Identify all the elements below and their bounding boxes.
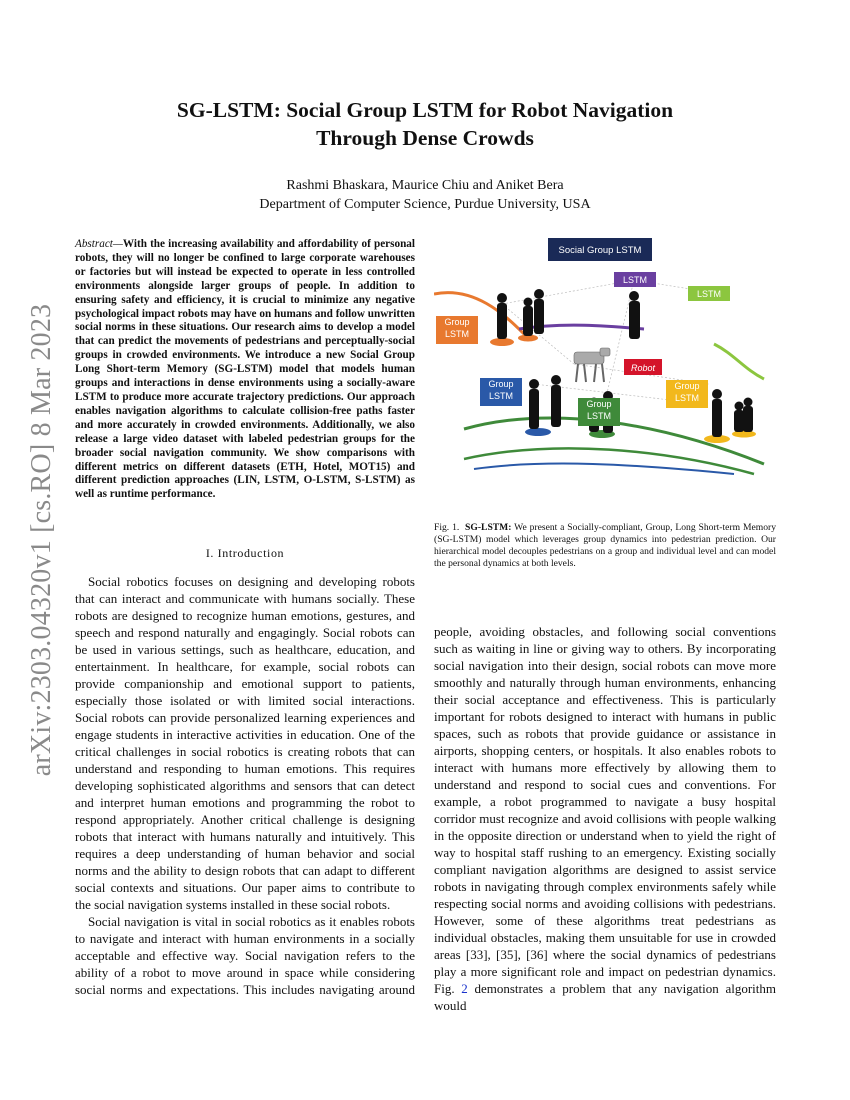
paper-title (75, 96, 775, 152)
author-names: Rashmi Bhaskara, Maurice Chiu and Aniket Bera (286, 178, 564, 193)
caption-prefix: Fig. 1. (434, 522, 460, 533)
figure-2-reference-link[interactable]: 2 (461, 981, 468, 996)
label-robot: Robot (630, 363, 656, 373)
abstract-body: With the increasing availability and affordability of personal robots, they will no longer be confined to large corporate warehouses or factories but will instead be expected to operate in less controlled environments alongside larger groups of people. In addition to ensuring safety and efficiency, it is crucial to minimize any negative psychological impact robots may have on humans and follow unwritten social norms in these situations. Our research aims to develop a model that can predict the movements of pedestrians and perceptually-social groups in crowded environments. We introduce a new Social Group Long Short-term Memory (SG-LSTM) model that models human groups and interactions in dense environments using a socially-aware LSTM to produce more accurate trajectory predictions. Our approach enables navigation algorithms to calculate collision-free paths faster and more accurately in crowded environments. Additionally, we also release a large video dataset with labeled pedestrian groups for the broader social navigation community. We show comparisons with different metrics on different datasets (ETH, Hotel, MOT15) and different prediction approaches (LIN, LSTM, O-LSTM, S-LSTM) as well as runtime performance. (75, 238, 415, 501)
caption-bold-term: SG-LSTM: (465, 522, 512, 533)
intro-paragraph-2-continued-text: people, avoiding obstacles, and following social conventions such as waiting in line or giving way to others. By incorporating social navigation into their design, social robots can move more smoothly and naturally through human environments, enhancing their social acceptance and effectiveness. This is particularly important for robots designed to interact with humans in public spaces, such as robots that provide guidance or assistance in airports, shopping centers, or hospitals. It also enables robots to interact with humans more effectively by allowing them to understand and respond to social cues and conventions. For example, a robot programmed to navigate a busy hospital corridor must recognize and avoid collisions with people walking in the opposite direction or understand when to yield the right of way to hospital staff rushing to an emergency. Existing socially compliant navigation algorithms are designed to assist service robots in navigating through complex environments safely while respecting social norms and avoiding collisions with pedestrians. However, some of these algorithms treat pedestrians as individual obstacles, making them unsuitable for use in crowded areas [33], [35], [36] where the social dynamics of pedestrians play a more significant role and impact on pedestrian dynamics. Fig. (434, 624, 776, 996)
arxiv-sidebar-stamp (22, 300, 62, 780)
section-heading-introduction: I. Introduction (205, 546, 285, 560)
intro-paragraph-1: Social robotics focuses on designing and developing robots that can interact and communicate with humans socially. These robots are designed to recognize human emotions, gestures, and speech and respond naturally and engagingly. Social robots can be used in various settings, such as healthcare, education, and entertainment. In healthcare, for example, social robots can provide companionship and emotional support to patients, especially those isolated or with limited social interactions. Social robots can provide personalized learning experiences and engage students in interactive activities in education. One of the critical challenges in social robotics is creating robots that can understand and responding to human emotions. This requires developing sophisticated algorithms and sensors that can detect and interpret human emotions and programming the robot to respond appropriately. Another critical challenge is designing robots that interact with humans naturally and intuitively. This requires a deep understanding of human behavior and social norms and the ability to design robots that can adapt to different social contexts and situations. Our paper aims to contribute to the social navigation systems installed in these social robots. (75, 574, 415, 912)
arxiv-id: arXiv:2303.04320v1 [cs.RO] 8 Mar 2023 (26, 303, 57, 777)
abstract-lead: Abstract (75, 238, 113, 250)
label-lstm-purple: LSTM (622, 275, 648, 285)
title-line-2: Through Dense Crowds (316, 126, 534, 150)
intro-paragraph-2-continued (434, 623, 776, 1014)
abstract (75, 238, 415, 502)
label-group-lstm-orange: Group LSTM (444, 317, 470, 339)
label-social-group-lstm: Social Group LSTM (558, 245, 642, 256)
abstract-dash: — (112, 238, 123, 250)
intro-paragraph-2-text: Social navigation is vital in social robotics as it enables robots to navigate and interact with human environments in a socially acceptable and effective way. Social navigation refers to the ability of a robot to move around in space while considering social norms and expectations. This includes navigating around (75, 914, 415, 997)
intro-column-right (434, 623, 776, 1014)
figure-1-caption (434, 522, 776, 570)
intro-paragraph-2 (75, 913, 415, 998)
label-group-lstm-darkgreen: Group LSTM (586, 399, 612, 421)
label-group-lstm-blue: Group LSTM (488, 379, 514, 401)
intro-column-left (75, 573, 415, 998)
caption-text: We present a Socially-compliant, Group, Long Short-term Memory (SG-LSTM) model which leverages group dynamics into pedestrian prediction. Our hierarchical model decouples pedestrians on a group and individual level and can model the personal dynamics at both levels. (434, 522, 777, 569)
affiliation: Department of Computer Science, Purdue University, USA (259, 197, 591, 212)
label-lstm-green: LSTM (696, 289, 722, 299)
intro-paragraph-2-tail: demonstrates a problem that any navigation algorithm would (434, 981, 777, 1013)
figure-1-illustration (434, 234, 776, 478)
author-block (75, 176, 775, 214)
label-group-lstm-yellow: Group LSTM (674, 381, 700, 403)
title-line-1: SG-LSTM: Social Group LSTM for Robot Navigation (176, 98, 674, 122)
figure-1 (434, 234, 776, 478)
